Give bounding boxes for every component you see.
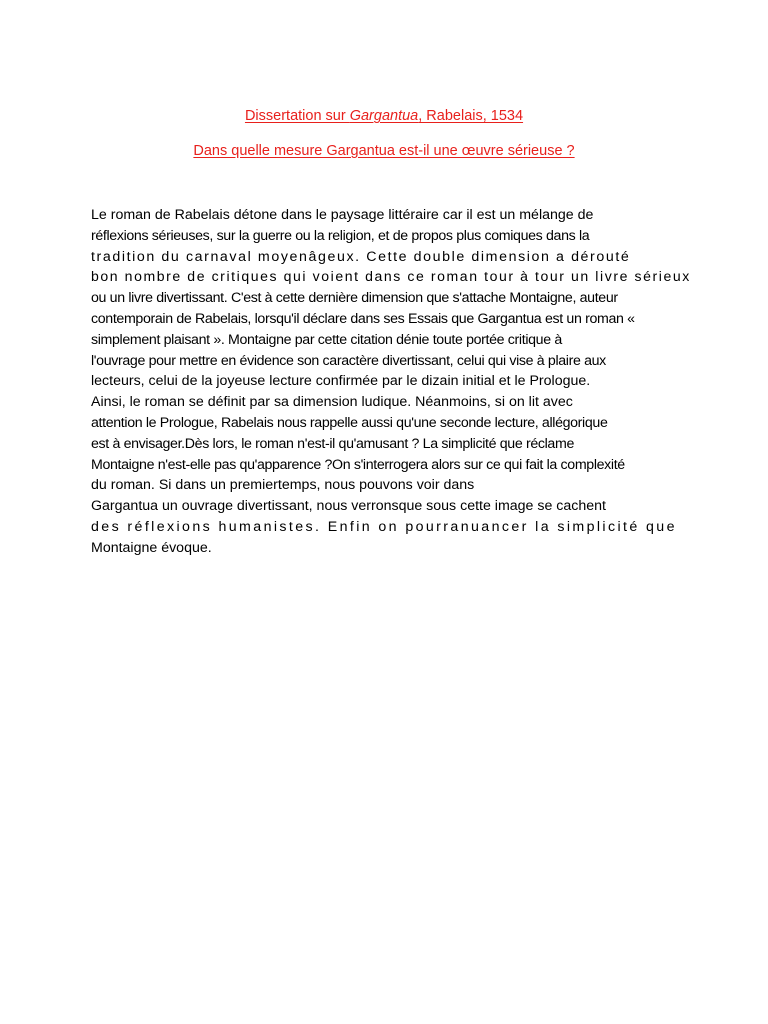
document-question: Dans quelle mesure Gargantua est-il une œuvre sérieuse ? — [193, 143, 575, 159]
body-line: lecteurs, celui de la joyeuse lecture confirmée par le dizain initial et le Prologue. — [91, 373, 591, 390]
document-title — [0, 108, 768, 124]
body-line: est à envisager.Dès lors, le roman n'est-il qu'amusant ? La simplicité que réclame — [91, 435, 574, 452]
body-line: ou un livre divertissant. C'est à cette dernière dimension que s'attache Montaigne, auteur — [91, 290, 618, 307]
body-line: des réflexions humanistes. Enfin on pourranuancer la simplicité que — [91, 518, 677, 535]
body-line: Le roman de Rabelais détone dans le paysage littéraire car il est un mélange de — [91, 207, 594, 223]
body-line-text: Gargantua un ouvrage divertissant, nous verronsque sous cette image se cachent — [91, 498, 606, 515]
body-line: Ainsi, le roman se définit par sa dimension ludique. Néanmoins, si on lit avec — [91, 394, 573, 411]
body-line: du roman. Si dans un premiertemps, nous pouvons voir dans — [91, 477, 475, 494]
body-line: Montaigne évoque. — [91, 539, 212, 556]
body-line: attention le Prologue, Rabelais nous rappelle aussi qu'une seconde lecture, allégorique — [91, 414, 608, 431]
body-line: bon nombre de critiques qui voient dans ce roman tour à tour un livre sérieux — [91, 269, 691, 286]
body-line: Montaigne n'est-elle pas qu'apparence ?On s'interrogera alors sur ce qui fait la complexité — [91, 456, 625, 473]
body-line: réflexions sérieuses, sur la guerre ou la religion, et de propos plus comiques dans la — [91, 227, 590, 244]
body-line: tradition du carnaval moyenâgeux. Cette double dimension a dérouté — [91, 248, 631, 265]
body-line: l'ouvrage pour mettre en évidence son caractère divertissant, celui qui vise à plaire aux — [91, 352, 606, 369]
body-line: simplement plaisant ». Montaigne par cette citation dénie toute portée critique à — [91, 331, 562, 348]
body-line — [91, 496, 691, 517]
title-prefix: Dissertation sur — [244, 108, 350, 124]
title-suffix: , Rabelais, 1534 — [418, 108, 524, 124]
title-work: Gargantua — [349, 108, 419, 124]
body-paragraph — [91, 205, 691, 559]
body-line: contemporain de Rabelais, lorsqu'il déclare dans ses Essais que Gargantua est un roman « — [91, 310, 635, 327]
